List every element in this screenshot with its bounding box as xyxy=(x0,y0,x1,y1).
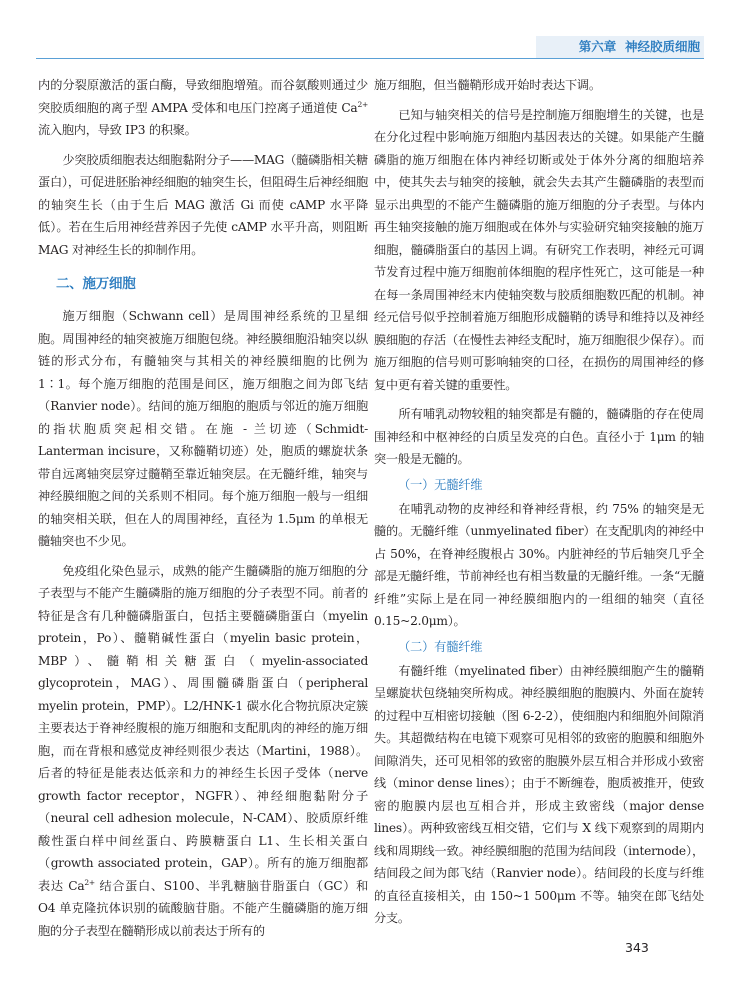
subsection-title: （二）有髓纤维 xyxy=(398,639,483,654)
header-rule xyxy=(36,58,704,59)
paragraph: 所有哺乳动物较粗的轴突都是有髓的，髓磷脂的存在使周围神经和中枢神经的白质呈发亮的白色。直径小于 1μm 的轴突一般是无髓的。 xyxy=(374,407,704,466)
paragraph: 免疫组化染色显示，成熟的能产生髓磷脂的施万细胞的分子表型与不能产生髓磷脂的施万细胞的分子表型不同。前者的特征是含有几种髓磷脂蛋白，包括主要髓磷脂蛋白（myelin protein，Po）、髓鞘碱性蛋白（myelin basic protein，MBP）、髓鞘相关糖蛋白（myelin-associated glycoprotein，MAG）、周围髓磷脂蛋白（peripheral myelin protein，PMP）。L2/HNK-1 碳水化合物抗原决定簇主要表达于脊神经腹根的施万细胞和支配肌肉的神经的施万细胞，而在背根和感觉皮神经则很少表达（Martini，1988）。后者的特征是能表达低亲和力的神经生长因子受体（nerve growth factor receptor，NGFR）、神经细胞黏附分子（neural cell adhesion molecule，N-CAM）、胶质原纤维酸性蛋白样中间丝蛋白、跨膜糖蛋白 L1、生长相关蛋白（growth associated protein，GAP）。所有的施万细胞都表达 $Ca^{2+}$ 结合蛋白、S100、半乳糖脑苷脂蛋白（GC）和 O4 单克隆抗体识别的硫酸脑苷脂。不能产生髓磷脂的施万细胞的分子表型在髓鞘形成以前表达于所有的 xyxy=(38,563,369,938)
subsection-title: （一）无髓纤维 xyxy=(398,477,483,492)
running-header xyxy=(536,36,704,58)
paragraph: 在哺乳动物的皮神经和脊神经背根，约 75% 的轴突是无髓的。无髓纤维（unmyelinated fiber）在支配肌肉的神经中占 50%，在脊神经腹根占 30%。内脏神经的节后轴突几乎全部是无髓纤维，节前神经也有相当数量的无髓纤维。一条“无髓纤维”实际上是在同一神经膜细胞内的一组细的轴突（直径 0.15~2.0μm）。 xyxy=(374,501,704,628)
paragraph: 施万细胞（Schwann cell）是周围神经系统的卫星细胞。周围神经的轴突被施万细胞包绕。神经膜细胞沿轴突以纵链的形式分布，有髓轴突与其相关的神经膜细胞的比例为 1∶1。每个施万细胞的范围是间区，施万细胞之间为郎飞结（Ranvier node）。结间的施万细胞的胞质与邻近的施万细胞的指状胞质突起相交错。在施 - 兰切迹（Schmidt-Lanterman incisure，又称髓鞘切迹）处，胞质的螺旋状条带自远离轴突层穿过髓鞘至靠近轴突层。在无髓纤维，轴突与神经膜细胞之间的关系则不相同。每个施万细胞一般与一组细的轴突相关联，但在人的周围神经，直径为 1.5μm 的单根无髓轴突也不少见。 xyxy=(38,309,368,548)
paragraph: 少突胶质细胞表达细胞黏附分子——MAG（髓磷脂相关糖蛋白），可促进胚胎神经细胞的轴突生长，但阻碍生后神经细胞的轴突生长（由于生后 MAG 激活 Gi 而使 cAMP 水平降低）。若在生后用神经营养因子先使 cAMP 水平升高，则阻断 MAG 对神经生长的抑制作用。 xyxy=(38,152,368,257)
right-column xyxy=(374,74,704,930)
paragraph: 内的分裂原激活的蛋白酶，导致细胞增殖。而谷氨酸则通过少突胶质细胞的离子型 AMPA 受体和电压门控离子通道使 $Ca^{2+}$ 流入胞内，导致 IP3 的积聚。 xyxy=(38,78,368,137)
chapter-number: 第六章 xyxy=(578,39,617,54)
paragraph: 已知与轴突相关的信号是控制施万细胞增生的关键，也是在分化过程中影响施万细胞内基因表达的关键。如果能产生髓磷脂的施万细胞在体内神经切断或处于体外分离的细胞培养中，使其失去与轴突的接触，就会失去其产生髓磷脂的表型而显示出典型的不能产生髓磷脂的施万细胞的分子表型。与体内再生轴突接触的施万细胞或在体外与实验研究轴突接触的施万细胞，髓磷脂蛋白的基因上调。有研究工作表明，神经元可调节发育过程中施万细胞前体细胞的程序性死亡，这可能是一种在每一条周围神经末内使轴突数与胶质细胞数匹配的机制。神经元信号似乎控制着施万细胞形成髓鞘的诱导和维持以及神经膜细胞的存活（在慢性去神经支配时，施万细胞很少保存）。而施万细胞的信号则可影响轴突的口径，在损伤的周围神经的修复中更有着关键的重要性。 xyxy=(374,107,704,392)
section-title: 二、施万细胞 xyxy=(56,276,136,292)
paragraph: 施万细胞，但当髓鞘形成开始时表达下调。 xyxy=(374,78,601,92)
left-column xyxy=(38,74,368,942)
page-number: 343 xyxy=(625,940,649,955)
paragraph: 有髓纤维（myelinated fiber）由神经膜细胞产生的髓鞘呈螺旋状包绕轴突所构成。神经膜细胞的胞膜内、外面在旋转的过程中互相密切接触（图 6-2-2），使细胞内和细胞外间隙消失。其超微结构在电镜下观察可见相邻的致密的胞膜和细胞外间隙消失，还可见相邻的致密的胞膜外层互相合并形成小致密线（minor dense lines）；由于不断缠卷，胞质被推开，使致密的胞膜内层也互相合并，形成主致密线（major dense lines）。两种致密线互相交错，它们与 X 线下观察到的周期内线和周期线一致。神经膜细胞的范围为结间段（internode），结间段之间为郎飞结（Ranvier node）。结间段的长度与纤维的直径直接相关，由 150~1 500μm 不等。轴突在郎飞结处分支。 xyxy=(374,663,704,925)
chapter-title: 神经胶质细胞 xyxy=(624,39,700,54)
